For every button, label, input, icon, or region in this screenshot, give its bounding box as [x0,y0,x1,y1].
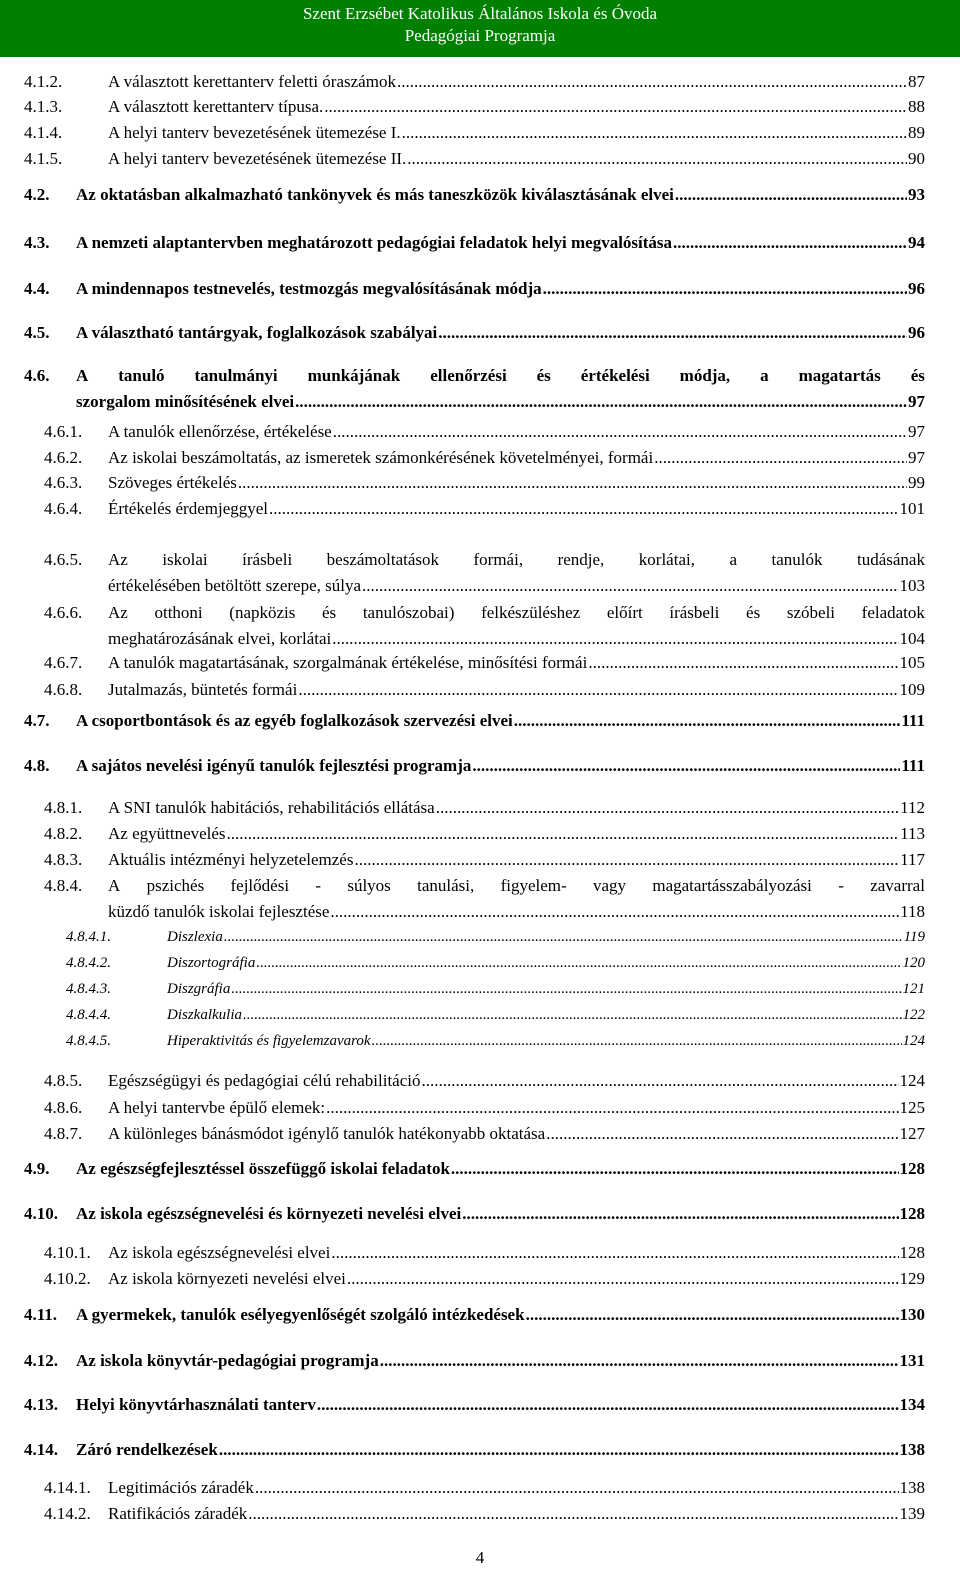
leader-dots [543,278,907,300]
toc-entry-number: 4.8.3. [44,850,83,869]
toc-entry-number: 4.14.2. [44,1504,91,1523]
toc-entry-title: A helyi tanterv bevezetésének ütemezése II. [108,149,407,168]
toc-title-word: Az [108,603,128,622]
toc-entry-page: 99 [908,473,925,492]
toc-entry-number: 4.6.1. [44,422,83,441]
toc-entry-line [76,1350,925,1372]
toc-entry-line [108,823,925,845]
toc-entry-title [108,875,925,897]
toc-entry-page: 88 [908,97,925,116]
toc-entry-page: 96 [908,279,925,298]
toc-entry-line [76,184,925,206]
leader-dots [269,498,898,520]
toc-entry-number: 4.6.7. [44,653,83,672]
toc-entry-title [76,365,925,387]
toc-entry-page: 129 [899,1269,925,1288]
toc-title-word: a [760,366,769,385]
toc-entry-title: A SNI tanulók habitációs, rehabilitációs ellátása [108,798,435,817]
leader-dots [238,472,907,494]
leader-dots [402,122,907,144]
toc-entry-line [167,1005,925,1025]
toc-entry-number: 4.6.5. [44,550,83,569]
toc-title-word: Az [108,550,128,569]
leader-dots [332,628,898,650]
toc-entry-line [108,1242,925,1264]
leader-dots [231,979,901,999]
toc-entry-number: 4.14.1. [44,1478,91,1497]
toc-entry-number: 4.8.1. [44,798,83,817]
toc-entry-title-line2 [108,575,925,597]
toc-entry-title: Az iskola egészségnevelési elvei [108,1243,331,1262]
toc-title-word: szóbeli [786,603,836,622]
toc-entry-title: A választott kerettanterv típusa. [108,97,324,116]
leader-dots [472,755,900,777]
toc-entry-page: 128 [899,1243,925,1262]
toc-title-word: és [910,366,925,385]
toc-title-word: fejlődési [230,876,290,895]
toc-entry-number: 4.6.2. [44,448,83,467]
leader-dots [588,652,898,674]
toc-entry-line [108,421,925,443]
toc-entry-page: 119 [903,929,925,945]
toc-entry-title: Az oktatásban alkalmazható tankönyvek és más taneszközök kiválasztásának elvei [76,185,674,204]
toc-entry-number: 4.5. [24,323,50,342]
toc-entry-page: 93 [908,185,925,204]
toc-entry-title: A helyi tanterv bevezetésének ütemezése I. [108,123,401,142]
toc-entry-line [108,122,925,144]
toc-title-word: - [838,876,844,895]
leader-dots [372,1031,902,1051]
leader-dots [243,1005,902,1025]
toc-entry-number: 4.8.4.5. [66,1033,111,1049]
toc-entry-line [76,322,925,344]
toc-entry-line [76,1439,925,1461]
toc-entry-title: Jutalmazás, büntetés formái [108,680,298,699]
toc-entry-line [108,1477,925,1499]
toc-entry-title: A gyermekek, tanulók esélyegyenlőségét szolgáló intézkedések [76,1305,525,1324]
leader-dots [347,1268,899,1290]
toc-entry-title-line2 [76,391,925,413]
toc-entry-line [76,232,925,254]
toc-entry-page: 94 [908,233,925,252]
toc-entry-page: 121 [902,981,925,997]
toc-entry-page: 122 [902,1007,925,1023]
toc-title-word: és [746,603,761,622]
toc-entry-title: Hiperaktivitás és figyelemzavarok [167,1033,371,1049]
leader-dots [462,1203,898,1225]
toc-entry-title: Az iskolai beszámoltatás, az ismeretek számonkérésének követelményei, formái [108,448,654,467]
leader-dots [436,797,899,819]
leader-dots [380,1350,899,1372]
toc-entry-number: 4.1.2. [24,72,63,91]
toc-entry-page: 124 [899,1071,925,1090]
leader-dots [354,849,899,871]
toc-entry-line [76,710,925,732]
toc-entry-title: Záró rendelkezések [76,1440,218,1459]
toc-entry-number: 4.8.4.3. [66,981,111,997]
toc-entry-page: 138 [899,1440,925,1459]
leader-dots [330,901,899,923]
toc-entry-page: 130 [899,1305,925,1324]
toc-title-word: munkájának [307,366,401,385]
toc-title-word: súlyos [347,876,391,895]
toc-entry-line [108,1070,925,1092]
toc-entry-number: 4.6.8. [44,680,83,699]
toc-title-word: felkészüléshez [481,603,581,622]
toc-entry-page: 97 [908,392,925,411]
leader-dots [451,1158,899,1180]
toc-title-word: vagy [592,876,627,895]
toc-entry-title: A különleges bánásmódot igénylő tanulók hatékonyabb oktatása [108,1124,546,1143]
toc-entry-number: 4.1.5. [24,149,63,168]
toc-entry-line [108,849,925,871]
toc-title-word: - [315,876,322,895]
toc-entry-page: 104 [899,629,925,648]
toc-title-word: tanulószobai) [362,603,455,622]
toc-entry-line [108,498,925,520]
toc-entry-number: 4.6.4. [44,499,83,518]
toc-entry-line [108,1123,925,1145]
toc-entry-title-continued: meghatározásának elvei, korlátai [108,629,332,648]
toc-title-word: írásbeli [242,550,293,569]
leader-dots [331,1242,898,1264]
toc-entry-title: Az egészségfejlesztéssel összefüggő iskolai feladatok [76,1159,450,1178]
toc-title-word: tanulmányi [194,366,278,385]
toc-entry-title: Az együttnevelés [108,824,226,843]
toc-entry-title: Diszgráfia [167,981,231,997]
toc-entry-page: 131 [899,1351,925,1370]
leader-dots [298,679,898,701]
toc-entry-page: 90 [908,149,925,168]
toc-entry-title [108,602,925,624]
toc-entry-page: 118 [900,902,925,921]
toc-entry-number: 4.10.2. [44,1269,91,1288]
leader-dots [526,1304,899,1326]
page-header [0,0,960,57]
toc-entry-page: 111 [901,756,925,775]
toc-title-word: beszámoltatások [326,550,440,569]
toc-entry-page: 111 [901,711,925,730]
toc-entry-number: 4.10. [24,1204,58,1223]
toc-entry-page: 125 [899,1098,925,1117]
toc-entry-page: 87 [908,72,925,91]
toc-title-word: tudásának [856,550,925,569]
toc-entry-number: 4.8.7. [44,1124,83,1143]
toc-entry-page: 117 [900,850,925,869]
toc-title-word: a [729,550,737,569]
toc-entry-line [167,979,925,999]
toc-entry-page: 113 [900,824,925,843]
toc-entry-title: Az iskola környezeti nevelési elvei [108,1269,346,1288]
toc-entry-line [108,797,925,819]
toc-entry-page: 105 [899,653,925,672]
leader-dots [362,575,899,597]
toc-title-word: (napközis [229,603,296,622]
toc-entry-number: 4.10.1. [44,1243,91,1262]
toc-entry-page: 128 [899,1204,925,1223]
toc-entry-number: 4.11. [24,1305,58,1324]
toc-entry-title-continued: szorgalom minősítésének elvei [76,392,295,411]
toc-entry-line [76,1158,925,1180]
toc-entry-page: 139 [899,1504,925,1523]
header-school-name: Szent Erzsébet Katolikus Általános Iskola és Óvoda [302,4,658,23]
toc-title-word: formái, [473,550,524,569]
leader-dots [227,823,900,845]
toc-title-word: rendje, [557,550,605,569]
toc-entry-page: 124 [902,1033,925,1049]
toc-entry-line [167,953,925,973]
toc-entry-title [108,549,925,571]
toc-entry-number: 4.3. [24,233,50,252]
toc-entry-line [76,278,925,300]
toc-title-word: módja, [679,366,731,385]
toc-entry-title: Diszortográfia [167,955,256,971]
toc-entry-page: 112 [900,798,925,817]
leader-dots [324,96,907,118]
toc-entry-line [76,755,925,777]
toc-entry-line [76,1304,925,1326]
leader-dots [224,927,903,947]
toc-entry-title: Az iskola egészségnevelési és környezeti nevelési elvei [76,1204,462,1223]
toc-entry-title: Az iskola könyvtár-pedagógiai programja [76,1351,379,1370]
toc-entry-number: 4.8.4.1. [66,929,111,945]
toc-entry-line [167,1031,925,1051]
toc-title-word: figyelem- [500,876,567,895]
toc-entry-number: 4.8.5. [44,1071,83,1090]
toc-entry-line [167,927,925,947]
toc-entry-title: Diszkalkulia [167,1007,242,1023]
leader-dots [675,184,907,206]
toc-entry-title: A tanulók magatartásának, szorgalmának értékelése, minősítési formái [108,653,588,672]
toc-title-word: előírt [606,603,643,622]
toc-entry-page: 96 [908,323,925,342]
leader-dots [673,232,907,254]
toc-entry-title: Aktuális intézményi helyzetelemzés [108,850,354,869]
toc-title-word: korlátai, [638,550,695,569]
toc-entry-line [108,1097,925,1119]
toc-title-word: pszichés [146,876,205,895]
leader-dots [397,71,907,93]
toc-title-word: zavarral [870,876,925,895]
toc-entry-page: 97 [908,422,925,441]
toc-entry-number: 4.6.6. [44,603,83,622]
toc-entry-title: A választható tantárgyak, foglalkozások szabályai [76,323,438,342]
toc-entry-number: 4.8.4.4. [66,1007,111,1023]
toc-entry-number: 4.8. [24,756,50,775]
toc-title-word: tanuló [118,366,165,385]
toc-entry-line [108,652,925,674]
toc-entry-title: Értékelés érdemjeggyel [108,499,269,518]
toc-entry-page: 128 [899,1159,925,1178]
toc-entry-number: 4.1.3. [24,97,63,116]
toc-entry-title: A nemzeti alaptantervben meghatározott pedagógiai feladatok helyi megvalósítása [76,233,673,252]
toc-entry-number: 4.1.4. [24,123,63,142]
toc-title-word: értékelési [580,366,650,385]
toc-entry-number: 4.9. [24,1159,50,1178]
leader-dots [248,1503,898,1525]
leader-dots [219,1439,899,1461]
toc-entry-page: 120 [902,955,925,971]
page-number: 4 [475,1548,485,1567]
leader-dots [514,710,901,732]
toc-title-word: és [322,603,337,622]
toc-entry-title: Diszlexia [167,929,223,945]
toc-entry-number: 4.14. [24,1440,58,1459]
leader-dots [654,447,907,469]
toc-entry-line [108,148,925,170]
toc-title-word: ellenőrzési [430,366,507,385]
toc-entry-title: A mindennapos testnevelés, testmozgás megvalósításának módja [76,279,542,298]
toc-entry-title-line2 [108,628,925,650]
toc-entry-title: Legitimációs záradék [108,1478,254,1497]
toc-entry-line [108,1268,925,1290]
toc-entry-title: Szöveges értékelés [108,473,237,492]
toc-entry-page: 101 [899,499,925,518]
leader-dots [333,421,907,443]
toc-entry-title: Egészségügyi és pedagógiai célú rehabilitáció [108,1071,421,1090]
toc-entry-title-continued: küzdő tanulók iskolai fejlesztése [108,902,330,921]
toc-entry-title: A választott kerettanterv feletti óraszámok [108,72,396,91]
toc-entry-number: 4.4. [24,279,50,298]
toc-entry-line [76,1203,925,1225]
toc-entry-number: 4.2. [24,185,50,204]
toc-entry-title: A helyi tantervbe épülő elemek: [108,1098,326,1117]
leader-dots [422,1070,899,1092]
toc-entry-page: 138 [899,1478,925,1497]
header-document-title: Pedagógiai Programja [404,26,556,45]
leader-dots [407,148,907,170]
toc-entry-number: 4.6.3. [44,473,83,492]
toc-title-word: A [108,876,121,895]
toc-entry-line [108,71,925,93]
toc-entry-page: 89 [908,123,925,142]
toc-entry-number: 4.8.4.2. [66,955,111,971]
toc-entry-page: 103 [899,576,925,595]
toc-entry-number: 4.13. [24,1395,58,1414]
leader-dots [256,953,901,973]
toc-entry-line [108,472,925,494]
toc-entry-line [108,96,925,118]
toc-entry-line [108,1503,925,1525]
toc-entry-number: 4.7. [24,711,50,730]
toc-title-word: tanulók [771,550,823,569]
toc-entry-number: 4.6. [24,366,50,385]
toc-title-word: otthoni [154,603,203,622]
leader-dots [546,1123,898,1145]
toc-entry-number: 4.8.2. [44,824,83,843]
toc-entry-number: 4.12. [24,1351,58,1370]
leader-dots [438,322,907,344]
leader-dots [255,1477,899,1499]
leader-dots [317,1394,899,1416]
toc-title-word: írásbeli [669,603,720,622]
toc-entry-line [108,447,925,469]
toc-entry-number: 4.8.6. [44,1098,83,1117]
toc-entry-title-line2 [108,901,925,923]
toc-entry-page: 127 [899,1124,925,1143]
toc-entry-title-continued: értékelésében betöltött szerepe, súlya [108,576,361,595]
toc-title-word: iskolai [162,550,208,569]
leader-dots [326,1097,898,1119]
toc-title-word: magatartásszabályozási [652,876,812,895]
toc-entry-title: A sajátos nevelési igényű tanulók fejlesztési programja [76,756,472,775]
toc-title-word: és [536,366,551,385]
toc-entry-page: 134 [899,1395,925,1414]
toc-title-word: magatartás [798,366,881,385]
toc-entry-title: A tanulók ellenőrzése, értékelése [108,422,332,441]
toc-entry-title: Ratifikációs záradék [108,1504,248,1523]
toc-entry-line [76,1394,925,1416]
toc-entry-number: 4.8.4. [44,876,83,895]
toc-entry-title: Helyi könyvtárhasználati tanterv [76,1395,316,1414]
toc-title-word: tanulási, [417,876,475,895]
toc-entry-title: A csoportbontások és az egyéb foglalkozások szervezési elvei [76,711,513,730]
toc-entry-page: 109 [899,680,925,699]
toc-entry-line [108,679,925,701]
toc-title-word: A [76,366,89,385]
leader-dots [295,391,907,413]
toc-title-word: feladatok [861,603,925,622]
toc-entry-page: 97 [908,448,925,467]
